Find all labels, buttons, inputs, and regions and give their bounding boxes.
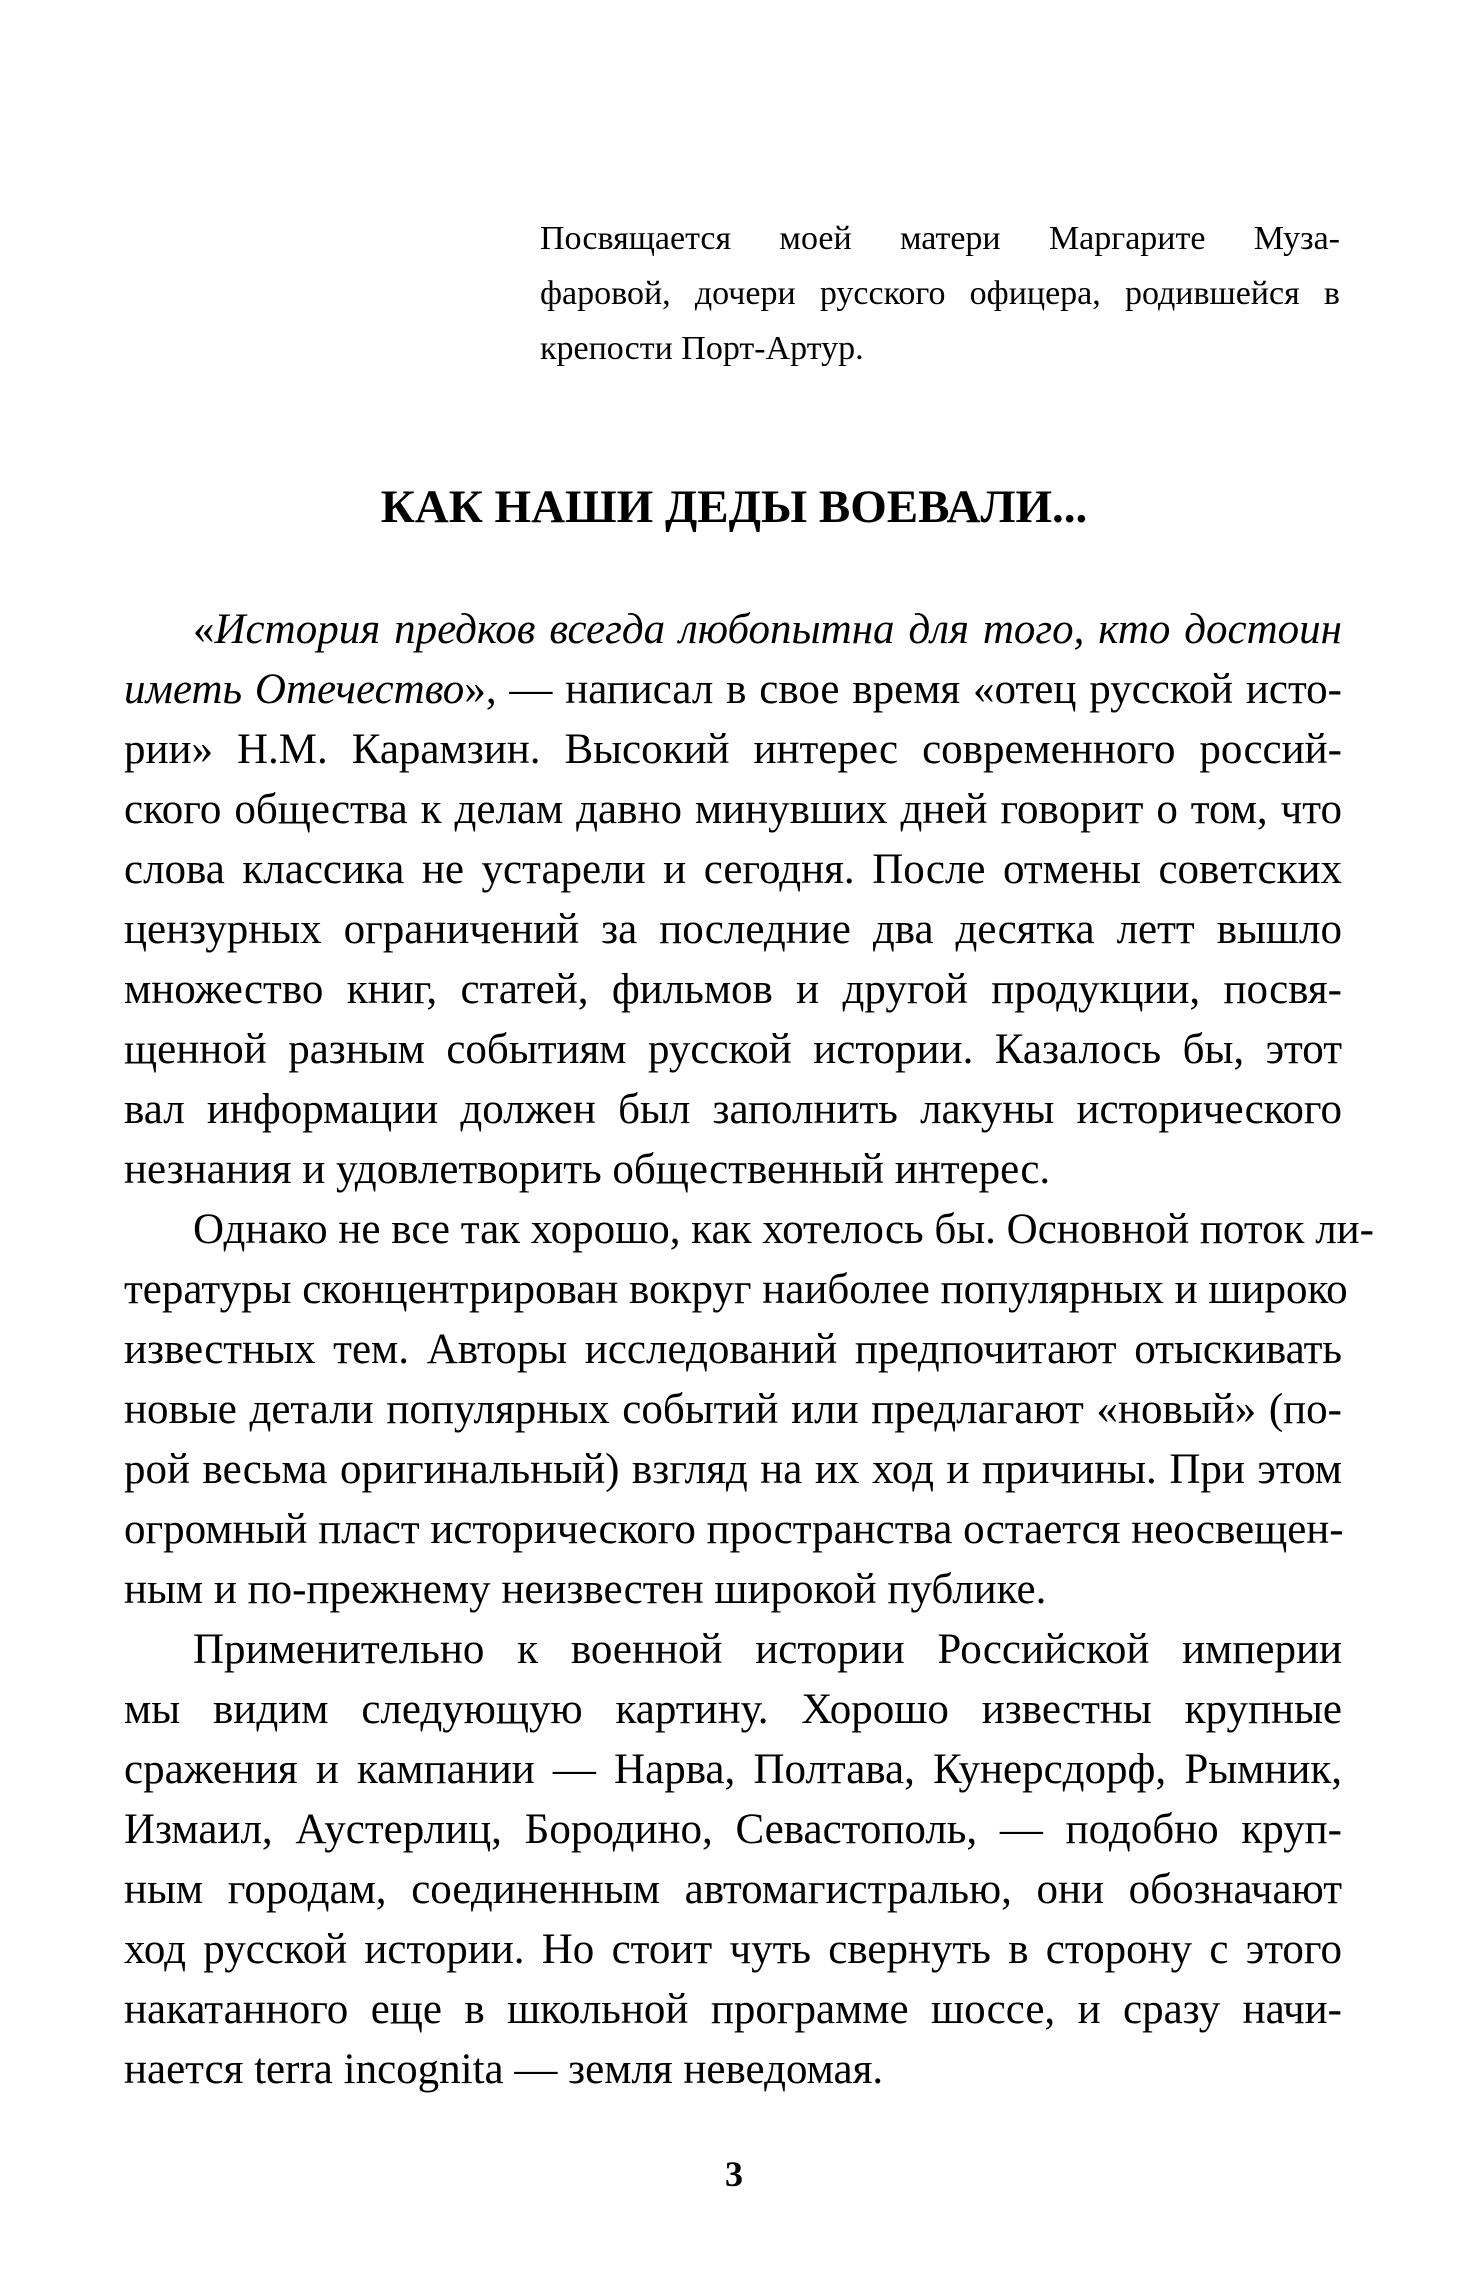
paragraph-line: Однако не все так хорошо, как хотелось бы. Основной поток ли- <box>193 1206 1374 1253</box>
paragraph-line: ным городам, соединенным автомагистралью, они обозначают <box>124 1866 1342 1913</box>
quote-open: « <box>193 606 215 653</box>
paragraph-line: Применительно к военной истории Российской империи <box>193 1626 1342 1673</box>
paragraph-line: мы видим следующую картину. Хорошо известны крупные <box>124 1686 1342 1733</box>
paragraph-line: ход русской истории. Но стоит чуть свернуть в сторону с этого <box>124 1926 1342 1973</box>
paragraph-line: новые детали популярных событий или предлагают «новый» (по- <box>124 1386 1342 1433</box>
paragraph-line: слова классика не устарели и сегодня. После отмены советских <box>124 846 1342 893</box>
paragraph-line: цензурных ограничений за последние два десятка летт вышло <box>124 906 1342 953</box>
paragraph-line: ского общества к делам давно минувших дней говорит о том, что <box>124 786 1342 833</box>
paragraph-line: щенной разным событиям русской истории. Казалось бы, этот <box>124 1026 1342 1073</box>
paragraph-line: известных тем. Авторы исследований предпочитают отыскивать <box>124 1326 1342 1373</box>
chapter-title: КАК НАШИ ДЕДЫ ВОЕВАЛИ... <box>380 481 1088 533</box>
quote-italic: История предков всегда любопытна для того, кто достоин <box>214 606 1342 653</box>
paragraph-line: сражения и кампании — Нарва, Полтава, Кунерсдорф, Рымник, <box>124 1746 1342 1793</box>
paragraph-line: вал информации должен был заполнить лакуны исторического <box>124 1086 1342 1133</box>
paragraph-line: множество книг, статей, фильмов и другой продукции, посвя- <box>124 966 1342 1013</box>
paragraph-line: тературы сконцентрирован вокруг наиболее популярных и широко <box>124 1266 1348 1313</box>
paragraph-line: нается terra incognita — земля неведомая. <box>124 2046 884 2093</box>
paragraph-line: ным и по-прежнему неизвестен широкой публике. <box>124 1566 1047 1613</box>
paragraph-line: незнания и удовлетворить общественный интерес. <box>124 1146 1051 1193</box>
paragraph-line: рой весьма оригинальный) взгляд на их ход и причины. При этом <box>124 1446 1342 1493</box>
paragraph-line <box>193 608 1342 651</box>
quote-italic: иметь Отечество <box>124 666 465 713</box>
paragraph-line: накатанного еще в школьной программе шоссе, и сразу начи- <box>124 1986 1342 2033</box>
paragraph-line: рии» Н.М. Карамзин. Высокий интерес современного россий- <box>124 726 1342 773</box>
epigraph-line: Посвящается моей матери Маргарите Муза- <box>540 220 1340 257</box>
paragraph-line <box>124 668 1342 711</box>
paragraph-line: Измаил, Аустерлиц, Бородино, Севастополь, — подобно круп- <box>124 1806 1342 1853</box>
quote-rest: », — написал в свое время «отец русской исто- <box>464 666 1342 713</box>
epigraph-line: крепости Порт-Артур. <box>540 330 864 367</box>
page-number: 3 <box>725 2154 743 2194</box>
paragraph-line: огромный пласт исторического пространства остается неосвещен- <box>124 1506 1344 1553</box>
epigraph-line: фаровой, дочери русского офицера, родившейся в <box>540 275 1340 312</box>
